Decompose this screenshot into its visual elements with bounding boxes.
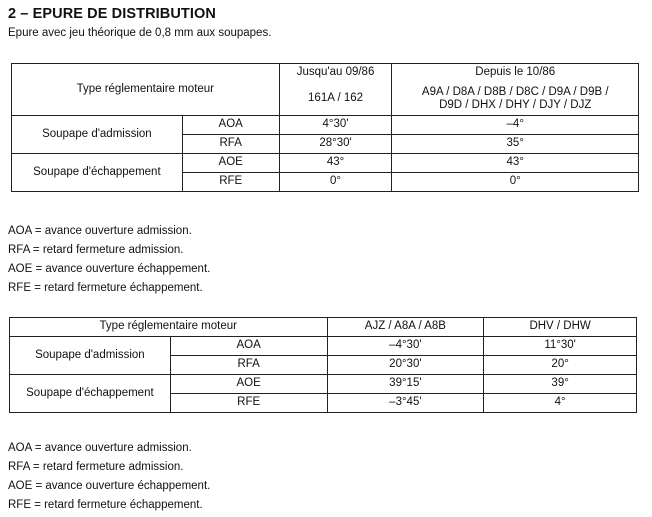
legend-line: RFE = retard fermeture échappement. (8, 499, 203, 511)
column-date-label: Depuis le 10/86 (475, 66, 556, 78)
column-header: DHV / DHW (484, 318, 637, 337)
timing-code: AOE (182, 154, 279, 173)
table-row (10, 375, 637, 394)
timing-table-1 (11, 63, 639, 192)
column-header-before (279, 64, 392, 116)
column-engines-label: D9D / DHX / DHY / DJY / DJZ (439, 99, 592, 112)
timing-value: –4° (392, 116, 639, 135)
legend-line: AOE = avance ouverture échappement. (8, 480, 211, 492)
table-header-row (12, 64, 639, 116)
valve-group-label: Soupape d'échappement (10, 375, 171, 413)
column-date-label: Jusqu'au 09/86 (296, 66, 375, 78)
timing-value: 20°30' (327, 356, 484, 375)
timing-value: 4° (484, 394, 637, 413)
valve-group-label: Soupape d'échappement (12, 154, 183, 192)
legend-line: AOA = avance ouverture admission. (8, 442, 192, 454)
timing-value: 0° (279, 173, 392, 192)
valve-group-label: Soupape d'admission (12, 116, 183, 154)
abbreviation-legend (8, 222, 210, 298)
timing-code: RFA (170, 356, 327, 375)
table-header-row (10, 318, 637, 337)
engine-type-header: Type réglementaire moteur (12, 64, 280, 116)
legend-line: RFA = retard fermeture admission. (8, 244, 184, 256)
column-header-after (392, 64, 639, 116)
timing-value: –3°45' (327, 394, 484, 413)
timing-value: 11°30' (484, 337, 637, 356)
timing-code: RFE (182, 173, 279, 192)
legend-line: AOE = avance ouverture échappement. (8, 263, 211, 275)
timing-code: AOE (170, 375, 327, 394)
section-title: 2 – EPURE DE DISTRIBUTION (8, 6, 216, 22)
abbreviation-legend (8, 439, 210, 515)
valve-group-label: Soupape d'admission (10, 337, 171, 375)
timing-value: 43° (279, 154, 392, 173)
column-header: AJZ / A8A / A8B (327, 318, 484, 337)
legend-line: AOA = avance ouverture admission. (8, 225, 192, 237)
timing-table-2 (9, 317, 637, 413)
column-engines-label: A9A / D8A / D8B / D8C / D9A / D9B / (421, 86, 609, 99)
timing-code: RFA (182, 135, 279, 154)
timing-value: 35° (392, 135, 639, 154)
timing-value: 20° (484, 356, 637, 375)
engine-type-header: Type réglementaire moteur (10, 318, 328, 337)
timing-value: –4°30' (327, 337, 484, 356)
timing-code: AOA (182, 116, 279, 135)
timing-value: 0° (392, 173, 639, 192)
timing-value: 39° (484, 375, 637, 394)
table-row (10, 337, 637, 356)
timing-code: RFE (170, 394, 327, 413)
legend-line: RFE = retard fermeture échappement. (8, 282, 203, 294)
legend-line: RFA = retard fermeture admission. (8, 461, 184, 473)
timing-value: 43° (392, 154, 639, 173)
timing-value: 28°30' (279, 135, 392, 154)
timing-value: 4°30' (279, 116, 392, 135)
timing-code: AOA (170, 337, 327, 356)
section-subtitle: Epure avec jeu théorique de 0,8 mm aux soupapes. (8, 27, 272, 39)
table-row (12, 116, 639, 135)
table-row (12, 154, 639, 173)
timing-value: 39°15' (327, 375, 484, 394)
column-engines-label: 161A / 162 (308, 91, 364, 104)
